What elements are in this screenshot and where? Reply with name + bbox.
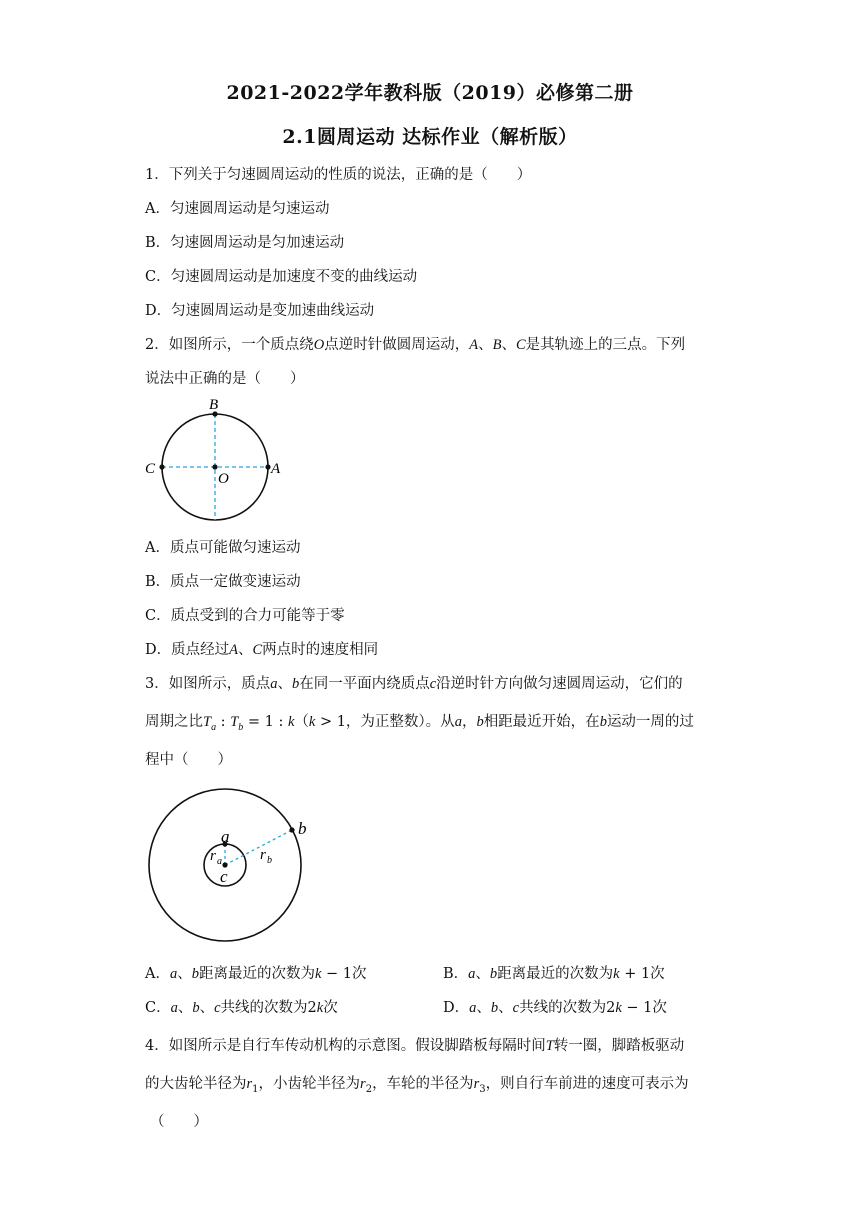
q3-sep: 、 — [277, 676, 292, 692]
q3-stem-line1 — [145, 672, 683, 693]
q3-var-k: k — [287, 714, 295, 730]
q3-sep: 、 — [475, 966, 490, 982]
q3-label-ra: r — [210, 848, 216, 864]
q2-option-d — [145, 638, 378, 659]
q3-stem-line3: 程中（ ） — [145, 752, 232, 768]
q3-label-ra-sub: a — [217, 856, 222, 867]
q3-sep: 、 — [199, 1000, 215, 1016]
q3-opt-tail: 次 — [323, 1000, 338, 1016]
q3-eq: = 1 : — [243, 714, 288, 730]
q3-opt-text: 共线的次数为2 — [519, 1000, 616, 1016]
q4-sub-2: 2 — [365, 1083, 373, 1095]
q3-var-b: b — [489, 966, 498, 982]
q3-text: 沿逆时针方向做匀速圆周运动，它们的 — [436, 676, 683, 692]
q3-var-k: k — [615, 1000, 622, 1016]
q4-text: 的大齿轮半径为 — [145, 1076, 247, 1092]
q3-opt-tail: − 1次 — [321, 966, 367, 982]
q2-option-c: C．质点受到的合力可能等于零 — [145, 608, 345, 624]
q3-var-b: b — [599, 714, 607, 730]
q3-var-c: c — [214, 1000, 221, 1016]
q4-var-r1: r — [246, 1076, 253, 1092]
q3-text: > 1，为正整数）。从 — [315, 714, 455, 730]
q3-var-k: k — [308, 714, 316, 730]
q3-var-a: a — [454, 714, 462, 730]
q2-label-c: C — [145, 461, 156, 477]
q4-text: ，小齿轮半径为 — [258, 1076, 361, 1092]
q3-var-b: b — [490, 1000, 499, 1016]
q3-var-a: a — [270, 676, 278, 692]
q3-var-a: a — [170, 1000, 178, 1016]
q4-text: ，车轮的半径为 — [372, 1076, 474, 1092]
q1-option-c: C．匀速圆周运动是加速度不变的曲线运动 — [145, 269, 418, 285]
q4-var-r2: r — [360, 1076, 366, 1092]
q2-point-c — [159, 464, 164, 469]
q2-stem-line1 — [145, 333, 685, 354]
q3-label-rb-sub: b — [267, 855, 272, 866]
q2-option-a: A．质点可能做匀速运动 — [145, 540, 301, 556]
q2-var-c: C — [515, 337, 526, 353]
q4-text: 转一圈，脚踏板驱动 — [553, 1038, 685, 1054]
q4-var-t: T — [545, 1038, 554, 1054]
q3-var-b: b — [191, 966, 199, 982]
q3-var-k: k — [316, 1000, 324, 1016]
q3-text: 相距最近开始，在 — [483, 714, 600, 730]
q3-var-tb: T — [230, 714, 239, 730]
q2-sep: 、 — [478, 337, 493, 353]
q3-point-b — [289, 827, 294, 832]
q2-label-a: A — [271, 461, 281, 477]
q3-var-b: b — [476, 714, 484, 730]
q3-text: 运动一周的过 — [606, 714, 694, 730]
q3-option-a — [145, 962, 367, 983]
q3-sep: 、 — [177, 966, 192, 982]
q2-point-a — [265, 464, 270, 469]
q3-var-k: k — [613, 966, 620, 982]
document-title: 2021-2022学年教科版（2019）必修第二册 — [226, 82, 634, 104]
q2-stem-text: 2．如图所示，一个质点绕 — [145, 337, 314, 353]
q3-opt-tail: + 1次 — [619, 966, 665, 982]
q2-sep: 、 — [501, 337, 516, 353]
q3-text: （ — [294, 714, 309, 730]
q3-var-a: a — [468, 966, 476, 982]
q3-opt-prefix: A． — [145, 966, 170, 982]
q3-var-c: c — [512, 1000, 520, 1016]
q3-opt-text: 距离最近的次数为 — [497, 966, 614, 982]
q4-var-r3: r — [473, 1076, 480, 1092]
q3-opt-text: 距离最近的次数为 — [198, 966, 315, 982]
q3-sep: 、 — [177, 1000, 193, 1016]
q3-opt-tail: − 1次 — [621, 1000, 667, 1016]
q3-var-a: a — [469, 1000, 477, 1016]
q3-text: 3．如图所示，质点 — [145, 676, 271, 692]
q3-var-b: b — [291, 676, 300, 692]
q3-sub-b: b — [238, 721, 244, 733]
q3-text: 周期之比 — [145, 714, 203, 730]
q1-option-b: B．匀速圆周运动是匀加速运动 — [145, 235, 345, 251]
q3-sep: ， — [461, 714, 477, 730]
q2-label-b: B — [209, 397, 219, 413]
q3-opt-text: 共线的次数为2 — [220, 1000, 317, 1016]
q4-stem-line2 — [145, 1072, 689, 1095]
q2-var-c: C — [252, 642, 263, 658]
q4-sub-3: 3 — [479, 1083, 486, 1095]
q3-var-k: k — [314, 966, 322, 982]
q3-orbit-figure — [140, 778, 340, 950]
q3-opt-prefix: C． — [145, 1000, 171, 1016]
q3-label-a: a — [221, 827, 230, 846]
q2-var-b: B — [492, 337, 502, 353]
q3-stem-line2 — [145, 710, 694, 733]
q2-option-d-text: D．质点经过 — [145, 642, 230, 658]
q3-option-d — [443, 996, 667, 1017]
q3-label-b: b — [298, 819, 307, 838]
q2-point-o — [212, 464, 217, 469]
q3-opt-prefix: B． — [443, 966, 469, 982]
q3-sep: 、 — [476, 1000, 491, 1016]
q3-label-rb: r — [260, 847, 266, 863]
q3-var-c: c — [429, 676, 437, 692]
q3-option-b — [443, 962, 665, 983]
q3-sub-a: a — [211, 721, 217, 733]
q2-option-b: B．质点一定做变速运动 — [145, 574, 301, 590]
q2-var-a: A — [469, 337, 479, 353]
q3-label-c: c — [220, 867, 228, 886]
q4-stem-line3: （ ） — [150, 1114, 208, 1130]
q2-sep: 、 — [238, 642, 253, 658]
q3-text: 在同一平面内绕质点 — [299, 676, 430, 692]
q4-stem-line1 — [145, 1034, 684, 1055]
q2-stem-line2: 说法中正确的是（ ） — [145, 371, 305, 387]
q3-opt-prefix: D． — [443, 1000, 470, 1016]
q3-var-a: a — [169, 966, 178, 982]
q1-option-a: A．匀速圆周运动是匀速运动 — [145, 201, 330, 217]
q2-option-d-text: 两点时的速度相同 — [262, 642, 379, 658]
q3-colon: : — [216, 714, 231, 730]
q3-var-b: b — [192, 1000, 200, 1016]
q3-option-c — [145, 996, 338, 1017]
q2-stem-text: 是其轨迹上的三点。下列 — [525, 337, 686, 353]
q2-label-o: O — [218, 471, 229, 487]
q3-sep: 、 — [498, 1000, 513, 1016]
q4-text: 4．如图所示是自行车传动机构的示意图。假设脚踏板每隔时间 — [145, 1038, 546, 1054]
q2-var-a: A — [229, 642, 238, 658]
q1-option-d: D．匀速圆周运动是变加速曲线运动 — [145, 303, 375, 319]
q4-text: ，则自行车前进的速度可表示为 — [485, 1076, 689, 1092]
q2-stem-text: 点逆时针做圆周运动， — [324, 337, 470, 353]
q4-sub-1: 1 — [252, 1083, 259, 1095]
q3-radius-b — [225, 830, 292, 865]
q2-circle-figure — [140, 393, 290, 528]
q1-stem: 1．下列关于匀速圆周运动的性质的说法，正确的是（ ） — [145, 167, 532, 183]
document-subtitle: 2.1圆周运动 达标作业（解析版） — [282, 126, 578, 148]
q2-var-o: O — [313, 337, 325, 353]
q3-var-ta: T — [203, 714, 212, 730]
